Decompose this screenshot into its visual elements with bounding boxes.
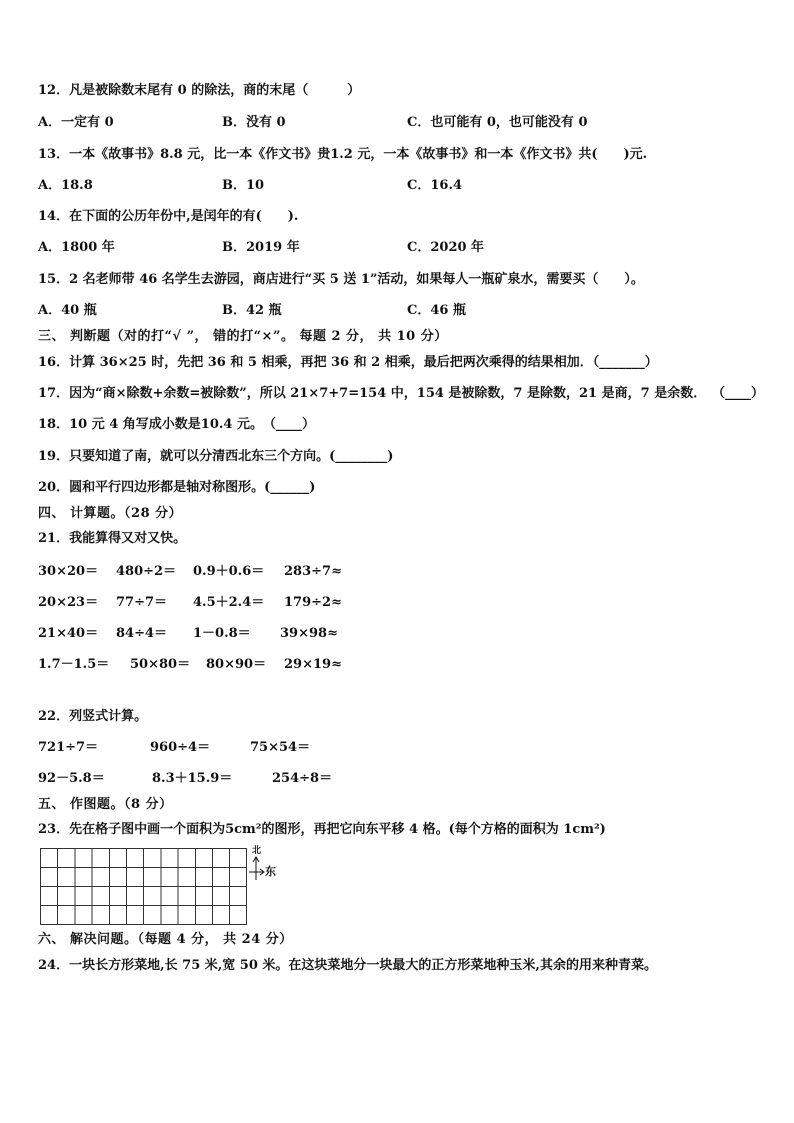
question-18: 18．10 元 4 角写成小数是10.4 元。 （____） xyxy=(38,417,315,432)
question-12: 12．凡是被除数末尾有 0 的除法，商的末尾（ ） xyxy=(38,83,361,98)
q15-option-b: B．42 瓶 xyxy=(222,303,282,318)
q21-item: 84÷4＝ xyxy=(116,626,168,641)
q12-option-b: B．没有 0 xyxy=(222,115,286,130)
q21-item: 30×20＝ xyxy=(38,564,99,579)
q22-item: 92－5.8＝ xyxy=(38,771,105,786)
q21-item: 50×80＝ xyxy=(130,657,191,672)
q22-item: 254÷8＝ xyxy=(272,771,333,786)
q21-item: 1－0.8＝ xyxy=(193,626,251,641)
q13-option-a: A．18.8 xyxy=(38,178,93,193)
question-24: 24．一块长方形菜地,长 75 米,宽 50 米。在这块菜地分一块最大的正方形菜地种玉米,其余的用来种青菜。 xyxy=(38,958,657,973)
q14-option-a: A．1800 年 xyxy=(38,240,115,255)
q21-item: 21×40＝ xyxy=(38,626,99,641)
q15-option-c: C．46 瓶 xyxy=(407,303,466,318)
question-13: 13．一本《故事书》8.8 元，比一本《作文书》贵1.2 元，一本《故事书》和一本《作文书》共( )元. xyxy=(38,147,648,162)
question-20: 20．圆和平行四边形都是轴对称图形。(______) xyxy=(38,480,316,495)
q21-item: 179÷2≈ xyxy=(284,595,342,610)
compass-east-label: 东 xyxy=(265,865,276,878)
q21-item: 0.9＋0.6＝ xyxy=(193,564,265,579)
q14-option-b: B．2019 年 xyxy=(222,240,300,255)
q21-item: 283÷7≈ xyxy=(284,564,342,579)
q21-item: 29×19≈ xyxy=(284,657,342,672)
q22-item: 721÷7＝ xyxy=(38,740,99,755)
q12-option-a: A．一定有 0 xyxy=(38,115,114,130)
q22-item: 75×54＝ xyxy=(250,740,311,755)
q13-option-b: B．10 xyxy=(222,178,265,193)
square-grid[interactable] xyxy=(40,848,247,929)
grid-svg xyxy=(40,848,247,925)
q21-item: 39×98≈ xyxy=(280,626,338,641)
question-22: 22．列竖式计算。 xyxy=(38,709,148,724)
section-heading-judgment: 三、 判断题（对的打“√ ”， 错的打“×”。 每题 2 分， 共 10 分） xyxy=(38,329,448,344)
section-heading-drawing: 五、 作图题。（8 分） xyxy=(38,797,173,812)
q14-option-c: C．2020 年 xyxy=(407,240,485,255)
q12-option-c: C．也可能有 0，也可能没有 0 xyxy=(407,115,588,130)
q22-item: 8.3＋15.9＝ xyxy=(152,771,233,786)
q17-answer-blank: （____） xyxy=(712,386,765,401)
compass-indicator xyxy=(249,846,289,882)
q21-item: 1.7－1.5＝ xyxy=(38,657,110,672)
section-heading-problems: 六、 解决问题。（每题 4 分， 共 24 分） xyxy=(38,932,293,947)
q21-item: 77÷7＝ xyxy=(116,595,168,610)
question-14: 14．在下面的公历年份中,是闰年的有( ). xyxy=(38,209,299,224)
question-23: 23．先在格子图中画一个面积为5cm²的图形，再把它向东平移 4 格。(每个方格的面积为 1cm²) xyxy=(38,822,606,837)
q21-item: 4.5＋2.4＝ xyxy=(193,595,265,610)
question-16: 16．计算 36×25 时，先把 36 和 5 相乘，再把 36 和 2 相乘，最后把两次乘得的结果相加．（_______） xyxy=(38,355,658,370)
q21-item: 20×23＝ xyxy=(38,595,99,610)
question-19: 19．只要知道了南，就可以分清西北东三个方向。(________) xyxy=(38,449,394,464)
q21-item: 80×90＝ xyxy=(206,657,267,672)
question-15: 15．2 名老师带 46 名学生去游园，商店进行“买 5 送 1”活动，如果每人一瓶矿泉水，需要买（ ）。 xyxy=(38,272,644,287)
q21-item: 480÷2＝ xyxy=(116,564,177,579)
q22-item: 960÷4＝ xyxy=(150,740,211,755)
question-21: 21．我能算得又对又快。 xyxy=(38,531,187,546)
section-heading-calculation: 四、 计算题。（28 分） xyxy=(38,506,183,521)
q13-option-c: C．16.4 xyxy=(407,178,463,193)
compass-north-label: 北 xyxy=(252,846,262,856)
q15-option-a: A．40 瓶 xyxy=(38,303,97,318)
question-17: 17．因为“商×除数+余数=被除数”，所以 21×7+7=154 中，154 是被除数，7 是除数，21 是商，7 是余数． xyxy=(38,386,707,401)
